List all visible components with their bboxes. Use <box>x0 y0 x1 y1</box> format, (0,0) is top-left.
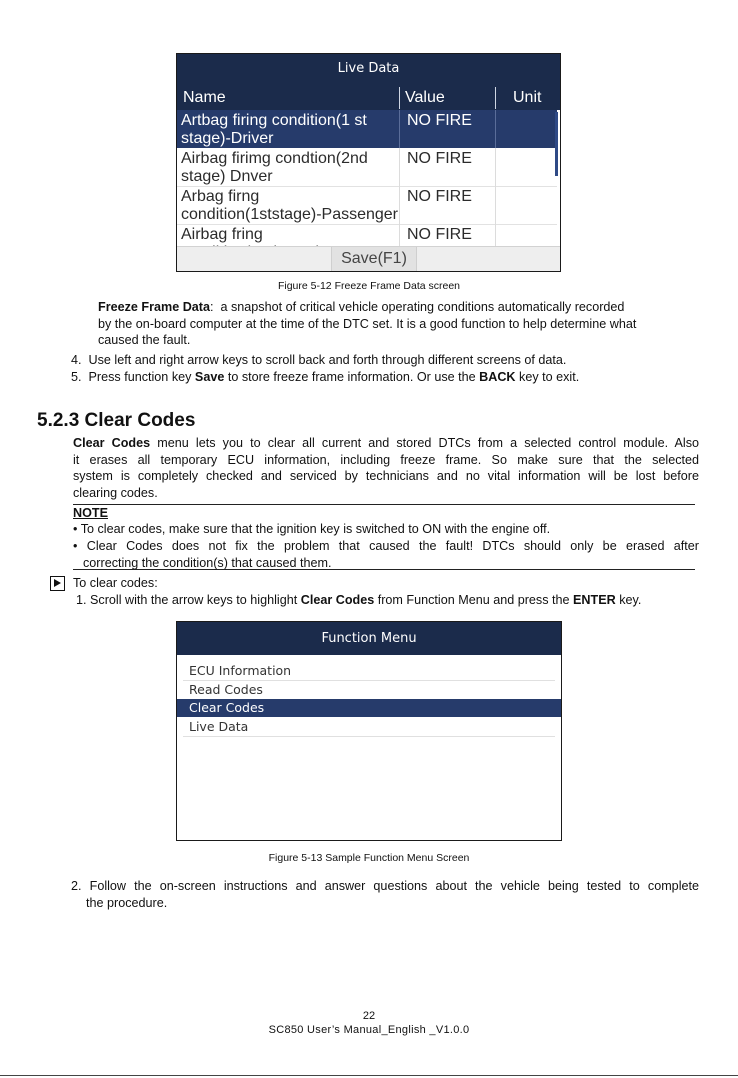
function-menu-screen <box>176 621 562 841</box>
procedure-step-1: 1. Scroll with the arrow keys to highlight Clear Codes from Function Menu and press the ENTER key. <box>76 593 642 607</box>
row-value: NO FIRE <box>407 226 472 243</box>
save-button[interactable]: Save(F1) <box>331 247 417 271</box>
note-label: NOTE <box>73 506 108 520</box>
page-number: 22 <box>362 1010 376 1022</box>
column-header-value: Value <box>405 89 445 106</box>
freeze-frame-paragraph: Freeze Frame Data: a snapshot of critical vehicle operating conditions automatically recorded by the on-board computer at the time of the DTC set. It is a good function to help determine what caused the fault. <box>98 300 637 347</box>
note-bullet-2: • Clear Codes does not fix the problem that caused the fault! DTCs should only be erased after correcting the condition(s) that caused them. <box>73 539 700 570</box>
menu-item-read-codes[interactable]: Read Codes <box>183 681 555 700</box>
live-data-header-row <box>177 84 560 110</box>
step-2: 2. Follow the on-screen instructions and answer questions about the vehicle being tested to complete the procedure. <box>71 879 699 910</box>
row-value: NO FIRE <box>407 112 472 129</box>
live-data-row[interactable] <box>177 148 557 187</box>
live-data-screen <box>176 53 561 272</box>
column-header-name: Name <box>183 89 226 106</box>
section-heading: 5.2.3 Clear Codes <box>37 410 196 431</box>
step-4: 4. Use left and right arrow keys to scroll back and forth through different screens of data. <box>71 353 567 367</box>
procedure-intro: To clear codes: <box>73 576 158 590</box>
clear-codes-paragraph: Clear Codes menu lets you to clear all current and stored DTCs from a selected control module. Also it erases all temporary ECU information, including freeze frame. So make sure that the selected system is completely checked and serviced by technicians and no vital information will be lost before clearing codes. <box>73 436 700 500</box>
row-name: Airbag firimg condtion(2nd stage) Dnver <box>181 150 368 185</box>
function-menu-title: Function Menu <box>177 622 561 655</box>
live-data-title: Live Data <box>177 54 560 84</box>
live-data-row[interactable] <box>177 186 557 225</box>
clear-codes-term: Clear Codes <box>73 436 151 450</box>
note-bullet-1: • To clear codes, make sure that the ignition key is switched to ON with the engine off. <box>73 522 551 536</box>
manual-title: SC850 User’s Manual_English _V1.0.0 <box>268 1024 470 1036</box>
row-name: Artbag firing condition(1 st stage)-Driver <box>181 112 367 147</box>
scrollbar[interactable] <box>555 112 558 176</box>
freeze-frame-term: Freeze Frame Data <box>98 300 210 314</box>
note-bottom-divider <box>73 569 695 570</box>
note-top-divider <box>73 504 695 505</box>
column-header-unit: Unit <box>513 89 542 106</box>
figure-5-13-caption: Figure 5-13 Sample Function Menu Screen <box>268 852 470 864</box>
row-value: NO FIRE <box>407 188 472 205</box>
page-bottom-rule <box>0 1075 738 1076</box>
menu-item-clear-codes[interactable]: Clear Codes <box>177 699 561 717</box>
live-data-row[interactable] <box>177 224 557 247</box>
step-5: 5. Press function key Save to store freeze frame information. Or use the BACK key to exit. <box>71 370 580 384</box>
row-name: Arbag firng condition(1ststage)-Passenger <box>181 188 399 223</box>
menu-item-ecu-information[interactable]: ECU Information <box>183 662 555 681</box>
play-arrow-icon <box>50 576 65 591</box>
figure-5-12-caption: Figure 5-12 Freeze Frame Data screen <box>277 280 461 292</box>
live-data-row[interactable] <box>177 110 557 148</box>
row-value: NO FIRE <box>407 150 472 167</box>
menu-item-live-data[interactable]: Live Data <box>183 718 555 737</box>
row-name: Airbag fring <box>181 226 263 243</box>
live-data-footer <box>177 246 560 271</box>
